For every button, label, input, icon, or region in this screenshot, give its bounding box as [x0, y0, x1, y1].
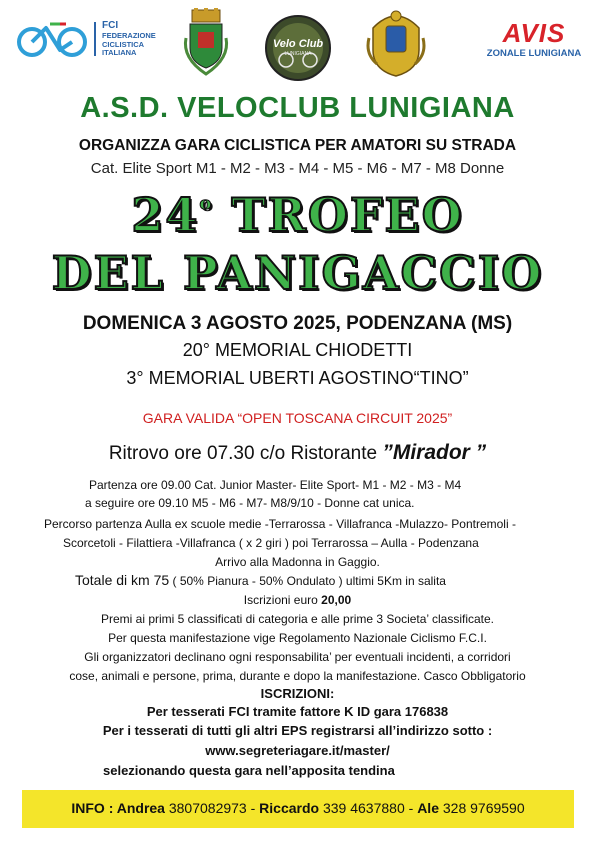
fci-acronym: FCI — [102, 20, 119, 31]
avis-sub: ZONALE LUNIGIANA — [486, 48, 582, 59]
trofeo-title-line1 — [0, 188, 595, 242]
percorso-line3: Arrivo alla Madonna in Gaggio. — [215, 555, 380, 569]
partenza-line1: Partenza ore 09.00 Cat. Junior Master- Elite Sport- M1 - M2 - M3 - M4 — [89, 478, 462, 492]
fci-registration-line: Per tesserati FCI tramite fattore K ID gara 176838 — [146, 704, 449, 719]
info-phone-andrea: 3807082973 - — [164, 800, 260, 816]
fci-logo — [16, 20, 166, 60]
info-name-ale: Ale — [417, 800, 439, 816]
coat-of-arms-icon — [365, 8, 427, 78]
trofeo-word: TROFEO — [213, 188, 464, 242]
regolamento-line: Per questa manifestazione vige Regolamento Nazionale Ciclismo F.C.I. — [108, 631, 487, 645]
registration-url[interactable]: www.segreteriagare.it/master/ — [205, 743, 390, 758]
categories-line: Cat. Elite Sport M1 - M2 - M3 - M4 - M5 - M6 - M7 - M8 Donne — [90, 160, 505, 177]
memorial-chiodetti: 20° MEMORIAL CHIODETTI — [182, 340, 413, 360]
info-name-andrea: Andrea — [116, 800, 165, 816]
info-phone-riccardo: 339 4637880 - — [319, 800, 418, 816]
percorso-line1: Percorso partenza Aulla ex scuole medie -Terrarossa - Villafranca -Mulazzo- Pontremoli - — [44, 517, 516, 531]
bicycle-icon — [16, 20, 90, 60]
fci-line4: ITALIANA — [102, 48, 137, 58]
trofeo-ordinal: o — [199, 192, 214, 214]
ritrovo-place: ”Mirador ” — [382, 441, 487, 464]
selezionando-line: selezionando questa gara nell’apposita tendina — [103, 763, 395, 778]
avis-logo — [484, 18, 584, 66]
gara-valida: GARA VALIDA “OPEN TOSCANA CIRCUIT 2025” — [142, 410, 453, 426]
info-phone-ale: 328 9769590 — [438, 800, 525, 816]
ritrovo-prefix: Ritrovo ore 07.30 c/o Ristorante — [108, 443, 383, 464]
club-title: A.S.D. VELOCLUB LUNIGIANA — [80, 92, 515, 124]
info-bar — [22, 790, 574, 828]
fci-line2: FEDERAZIONE — [102, 31, 156, 40]
info-name-riccardo: Riccardo — [259, 800, 320, 816]
percorso-line2: Scorcetoli - Filattiera -Villafranca ( x 2 giri ) poi Terrarossa – Aulla - Podenzana — [63, 536, 479, 550]
info-label: INFO : — [71, 800, 117, 816]
totale-rest: ( 50% Pianura - 50% Ondulato ) ultimi 5Km in salita — [169, 574, 446, 588]
velo-club-sub: LUNIGIANA — [284, 51, 312, 57]
ritrovo-line — [0, 441, 595, 465]
trofeo-title-line2: DEL PANIGACCIO — [51, 246, 544, 300]
velo-club-logo — [264, 14, 332, 82]
memorial-uberti: 3° MEMORIAL UBERTI AGOSTINO“TINO” — [126, 368, 469, 388]
info-text — [22, 800, 574, 816]
organizzatori-line2: cose, animali e persone, prima, durante e dopo la manifestazione. Casco Obbligatorio — [69, 669, 526, 683]
date-place: DOMENICA 3 AGOSTO 2025, PODENZANA (MS) — [82, 313, 513, 334]
iscrizioni-line — [0, 593, 595, 608]
partenza-line2: a seguire ore 09.10 M5 - M6 - M7- M8/9/10 - Donne cat unica. — [85, 496, 415, 510]
eps-registration-line: Per i tesserati di tutti gli altri EPS registrarsi all’indirizzo sotto : — [102, 723, 493, 738]
organizzatori-line1: Gli organizzatori declinano ogni responsabilita’ per eventuali incidenti, a corridori — [84, 650, 511, 664]
iscrizioni-prefix: Iscrizioni euro — [243, 593, 322, 607]
iscrizioni-title: ISCRIZIONI: — [260, 686, 335, 701]
premi-line: Premi ai primi 5 classificati di categoria e alle prime 3 Societa’ classificate. — [100, 612, 495, 626]
iscrizioni-value: 20,00 — [321, 593, 352, 607]
avis-name: AVIS — [502, 18, 566, 48]
fci-line3: CICLISTICA — [102, 39, 145, 49]
totale-km: Totale di km 75 — [75, 572, 170, 588]
organizza-line: ORGANIZZA GARA CICLISTICA PER AMATORI SU STRADA — [78, 137, 517, 154]
velo-club-name: Velo Club — [272, 38, 324, 50]
totale-line — [75, 573, 446, 589]
podenzana-crest-icon — [180, 8, 232, 80]
trofeo-number: 24 — [131, 188, 200, 242]
